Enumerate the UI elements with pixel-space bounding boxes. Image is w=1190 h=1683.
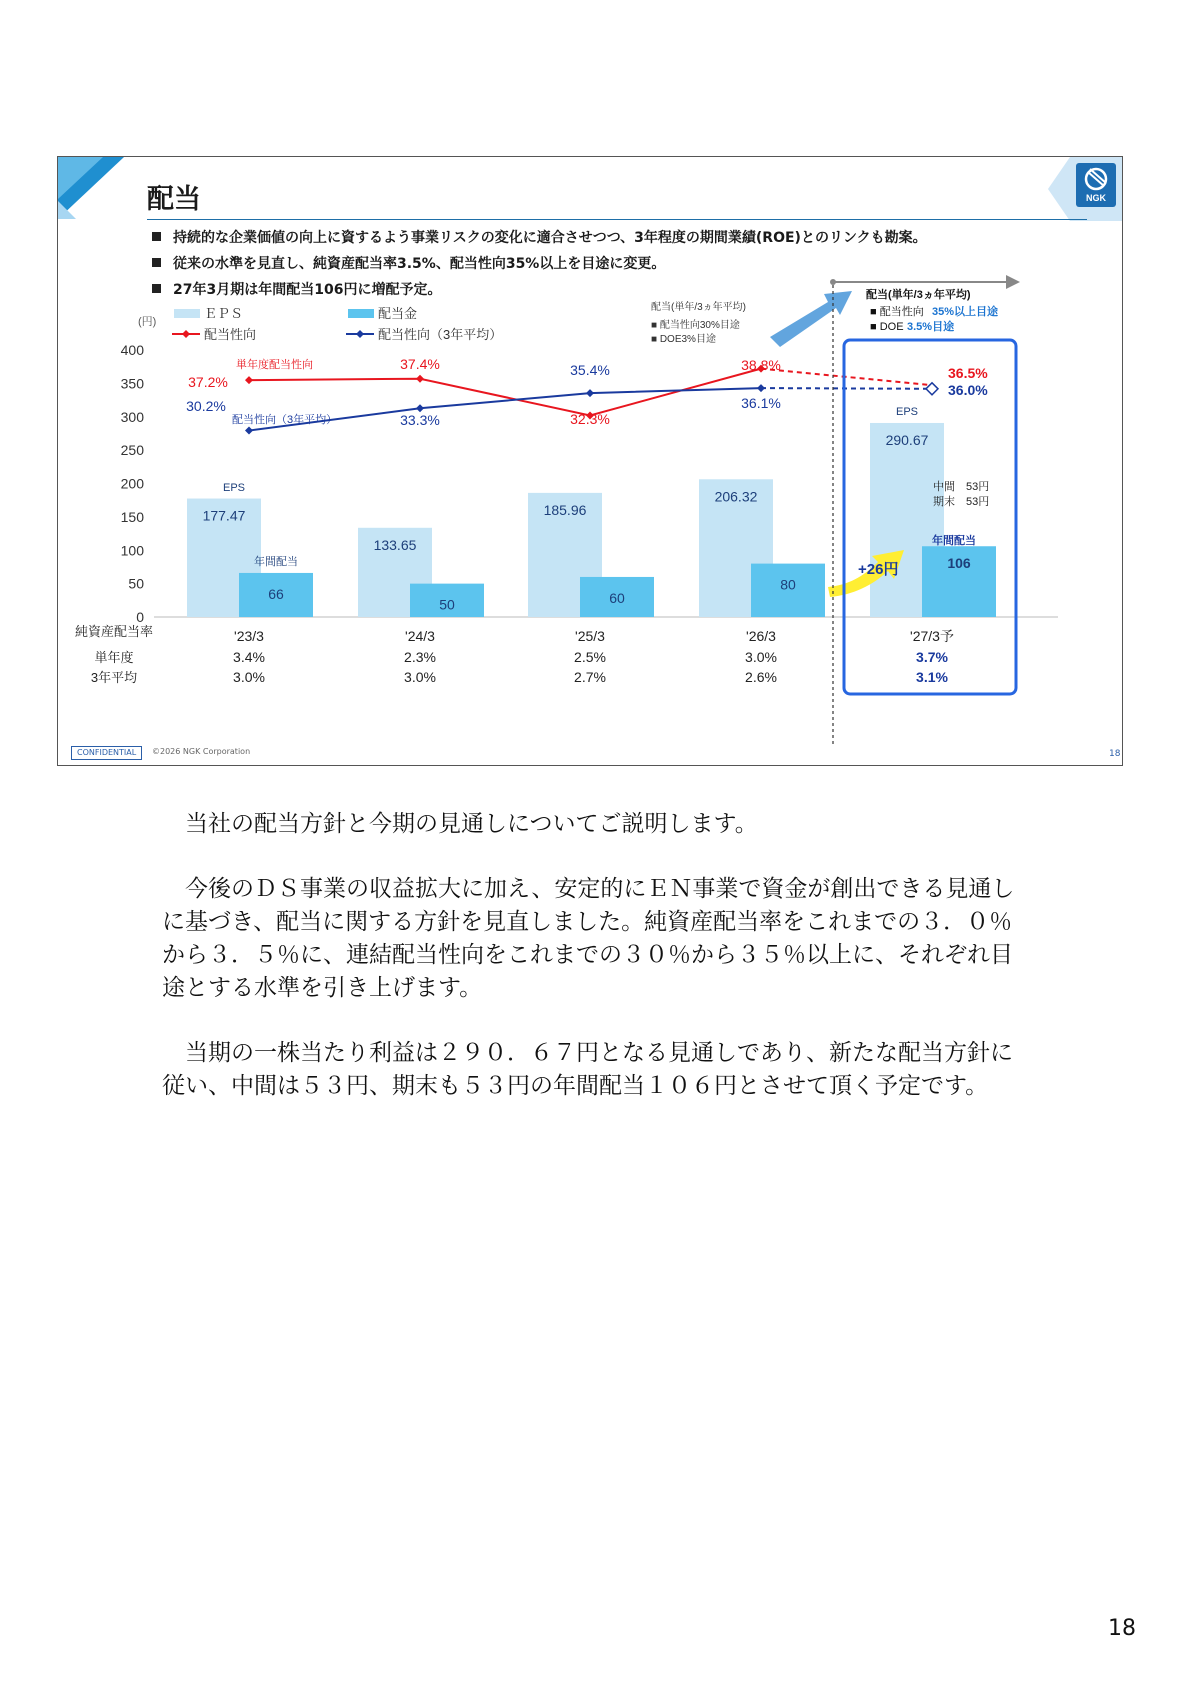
annual-dividend-annotation: 年間配当 bbox=[254, 556, 298, 568]
dividend-value-label: 106 bbox=[947, 555, 971, 572]
bullet-text: 27年3月期は年間配当106円に増配予定。 bbox=[173, 282, 442, 298]
page-number: 18 bbox=[1108, 1616, 1136, 1641]
legend-payout3y-label: 配当性向（3年平均） bbox=[378, 327, 503, 342]
notes-paragraph: 今後のＤＳ事業の収益拡大に加え、安定的にＥＮ事業で資金が創出できる見通しに基づき、配当に関する方針を見直しました。純資産配当率をこれまでの３．０％から３．５％に、連結配当性向をこれまでの３０％から３５％以上に、それぞれ目途とする水準を引き上げます。 bbox=[162, 876, 1015, 1001]
eps-value-label: 133.65 bbox=[373, 536, 417, 553]
single-year-payout-annotation: 単年度配当性向 bbox=[236, 359, 313, 371]
payout3y-value-label: 35.4% bbox=[570, 362, 610, 378]
payout3y-point bbox=[757, 384, 765, 392]
eps-value-label: 290.67 bbox=[885, 431, 929, 448]
copyright: ©2026 NGK Corporation bbox=[152, 747, 251, 756]
doe-value: 2.7% bbox=[574, 669, 606, 685]
payout-value-label: 37.2% bbox=[188, 374, 228, 390]
payout-value-label: 37.4% bbox=[400, 356, 440, 372]
doe-value: 3.0% bbox=[745, 649, 777, 665]
x-category-label: '24/3 bbox=[405, 628, 435, 644]
payout3y-forecast-line bbox=[761, 388, 932, 389]
legend-dividend-label: 配当金 bbox=[378, 306, 418, 321]
x-category-label: '23/3 bbox=[234, 628, 264, 644]
payout-forecast-label: 36.5% bbox=[948, 365, 988, 381]
payout-forecast-line bbox=[761, 369, 932, 386]
doe-value: 3.1% bbox=[916, 669, 948, 685]
payout3y-annotation: 配当性向（3年平均） bbox=[232, 414, 338, 426]
notes-paragraph: 当期の一株当たり利益は２９０．６７円となる見通しであり、新たな配当方針に従い、中間は５３円、期末も５３円の年間配当１０６円とさせて頂く予定です。 bbox=[162, 1040, 1013, 1099]
eps-value-label: 177.47 bbox=[202, 507, 246, 524]
doe-value: 3.0% bbox=[404, 669, 436, 685]
logo-text: NGK bbox=[1086, 193, 1106, 203]
doe-value: 2.3% bbox=[404, 649, 436, 665]
doe-value: 3.0% bbox=[233, 669, 265, 685]
interim-dividend-note: 中間 53円 bbox=[933, 481, 990, 493]
payout-point bbox=[245, 376, 253, 384]
new-policy-doe-target: 3.5%目途 bbox=[907, 321, 955, 333]
y-tick-label: 0 bbox=[136, 609, 144, 625]
payout3y-point bbox=[245, 427, 253, 435]
new-policy-payout-target: 35%以上目途 bbox=[932, 306, 999, 318]
payout3y-value-label: 33.3% bbox=[400, 412, 440, 428]
doe-table-header: 純資産配当率 bbox=[74, 624, 154, 639]
dividend-chart bbox=[58, 157, 1122, 765]
payout3y-point bbox=[586, 389, 594, 397]
y-tick-label: 250 bbox=[120, 442, 144, 459]
legend-payout-label: 配当性向 bbox=[204, 327, 257, 342]
y-tick-label: 400 bbox=[120, 342, 144, 358]
x-category-label: '25/3 bbox=[575, 628, 605, 644]
dividend-value-label: 50 bbox=[439, 596, 455, 613]
bullet-text: 持続的な企業価値の向上に資するよう事業リスクの変化に適合させつつ、3年程度の期間業績(ROE)とのリンクも勘案。 bbox=[173, 230, 927, 246]
eps-value-label: 206.32 bbox=[714, 488, 758, 505]
slide-title: 配当 bbox=[147, 184, 201, 215]
y-tick-label: 200 bbox=[120, 475, 144, 492]
payout3y-value-label: 36.1% bbox=[741, 395, 781, 411]
increase-label: +26円 bbox=[858, 561, 899, 578]
legend-payout-marker bbox=[182, 330, 190, 338]
x-category-label: '27/3予 bbox=[910, 628, 954, 644]
payout-line bbox=[249, 369, 761, 416]
y-tick-label: 100 bbox=[120, 542, 144, 559]
legend-payout3y-marker bbox=[356, 330, 364, 338]
payout-value-label: 38.8% bbox=[741, 357, 781, 373]
eps-annotation: EPS bbox=[896, 406, 919, 418]
doe-value: 3.7% bbox=[916, 649, 948, 665]
forecast-period-start-marker bbox=[830, 279, 836, 285]
payout-value-label: 32.3% bbox=[570, 411, 610, 427]
forecast-period-arrow-icon bbox=[1006, 275, 1020, 289]
dividend-value-label: 60 bbox=[609, 589, 625, 606]
legend-dividend-swatch bbox=[348, 309, 374, 318]
y-tick-label: 50 bbox=[128, 575, 144, 592]
dividend-value-label: 66 bbox=[268, 585, 284, 602]
slide bbox=[57, 156, 1123, 766]
doe-row-label: 単年度 bbox=[94, 650, 134, 665]
y-unit-label: (円) bbox=[138, 316, 157, 328]
doe-value: 3.4% bbox=[233, 649, 265, 665]
policy-change-arrow-icon bbox=[770, 291, 852, 347]
new-policy-title: 配当(単年/3ヵ年平均) bbox=[866, 289, 971, 301]
y-tick-label: 150 bbox=[120, 508, 144, 525]
payout-point bbox=[416, 375, 424, 383]
annual-dividend-annotation: 年間配当 bbox=[932, 535, 976, 547]
new-policy-payout-prefix: ■ 配当性向 bbox=[870, 306, 924, 318]
dividend-value-label: 80 bbox=[780, 576, 796, 593]
new-policy-doe-prefix: ■ DOE bbox=[870, 321, 904, 333]
payout3y-forecast-label: 36.0% bbox=[948, 382, 988, 398]
y-tick-label: 350 bbox=[120, 375, 144, 392]
legend-eps-swatch bbox=[174, 309, 200, 318]
notes-paragraph: 当社の配当方針と今期の見通しについてご説明します。 bbox=[162, 811, 758, 837]
old-policy-payout: ■ 配当性向30%目途 bbox=[651, 320, 740, 331]
doe-row-label: 3年平均 bbox=[90, 670, 138, 685]
old-policy-doe: ■ DOE3%目途 bbox=[651, 334, 716, 345]
y-tick-label: 300 bbox=[120, 408, 144, 425]
eps-value-label: 185.96 bbox=[543, 501, 587, 518]
slide-number: 18 bbox=[1109, 749, 1121, 759]
eps-annotation: EPS bbox=[223, 482, 246, 494]
doe-value: 2.6% bbox=[745, 669, 777, 685]
legend-eps-label: ＥＰＳ bbox=[204, 306, 244, 321]
year-end-dividend-note: 期末 53円 bbox=[933, 496, 990, 508]
x-category-label: '26/3 bbox=[746, 628, 776, 644]
payout3y-value-label: 30.2% bbox=[186, 398, 226, 414]
bullet-text: 従来の水準を見直し、純資産配当率3.5%、配当性向35%以上を目途に変更。 bbox=[173, 256, 666, 272]
doe-value: 2.5% bbox=[574, 649, 606, 665]
forecast-point bbox=[926, 383, 938, 395]
speaker-notes bbox=[162, 808, 1022, 1135]
old-policy-title: 配当(単年/3ヵ年平均) bbox=[651, 302, 746, 313]
confidential-badge: CONFIDENTIAL bbox=[71, 746, 142, 760]
